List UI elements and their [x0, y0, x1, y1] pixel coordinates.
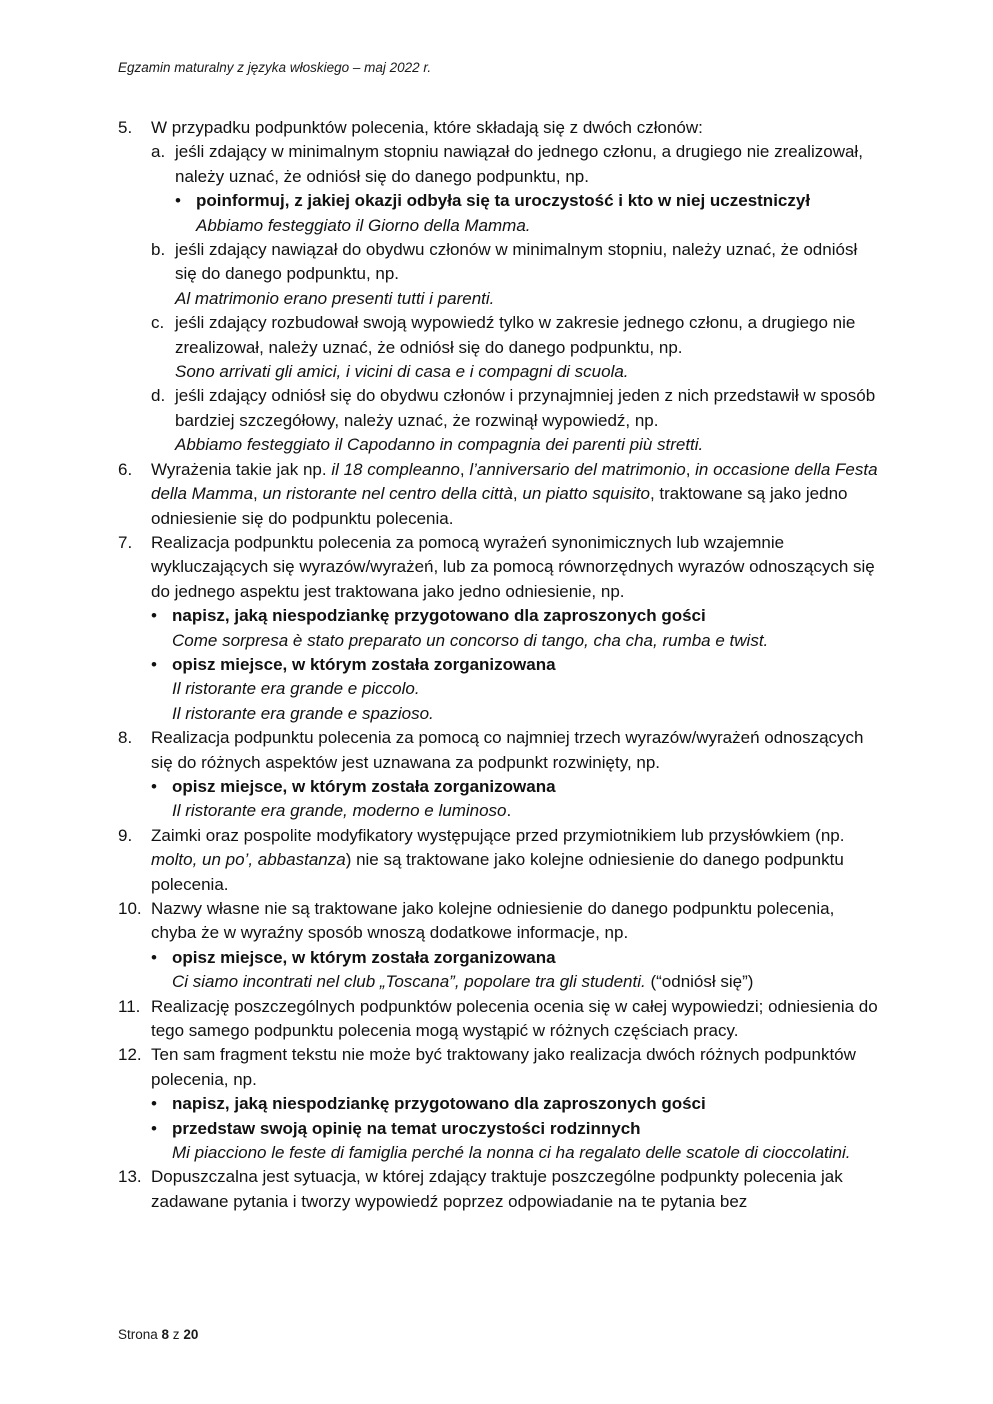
- bullet-icon: •: [151, 776, 157, 796]
- text-run: Zaimki oraz pospolite modyfikatory występujące przed przymiotnikiem lub przysłówkiem (np.: [151, 825, 845, 845]
- text-run: Wyrażenia takie jak np.: [151, 459, 332, 479]
- example-text: [151, 799, 878, 823]
- example-text: Come sorpresa è stato preparato un concorso di tango, cha cha, rumba e twist.: [172, 630, 769, 650]
- sub-item-text: jeśli zdający nawiązał do obydwu członów w minimalnym stopniu, należy uznać, że odniósł się do danego podpunktu, np.: [175, 240, 858, 284]
- bullet-text: napisz, jaką niespodziankę przygotowano dla zaproszonych gości: [172, 606, 706, 626]
- example-text: Mi piacciono le feste di famiglia perché la nonna ci ha regalato delle scatole di cioccolatini.: [172, 1143, 851, 1163]
- example-term: molto, un po’, abbastanza: [151, 850, 346, 870]
- item-number: 9.: [118, 825, 133, 845]
- bullet-icon: •: [151, 654, 157, 674]
- sub-item-label: d.: [151, 386, 166, 406]
- example-term: un piatto squisito: [522, 484, 650, 504]
- page-number: 8: [161, 1327, 170, 1342]
- example-term: l’anniversario del matrimonio: [469, 459, 686, 479]
- example-run: Il ristorante era grande, moderno e luminoso: [172, 801, 507, 821]
- bullet-item: [151, 1117, 878, 1141]
- example-term: il 18 compleanno: [331, 459, 460, 479]
- list-item-6: [118, 458, 878, 531]
- sub-item-label: b.: [151, 240, 166, 260]
- sub-item-label: c.: [151, 313, 165, 333]
- list-item-7: [118, 531, 878, 726]
- list-item-13: [118, 1165, 878, 1214]
- bullet-item: [151, 946, 878, 970]
- bullet-text: opisz miejsce, w którym została zorganizowana: [172, 776, 556, 796]
- list-item-9: [118, 824, 878, 897]
- example-run: Ci siamo incontrati nel club „Toscana”, popolare tra gli studenti.: [172, 972, 646, 992]
- example-term: un ristorante nel centro della città: [262, 484, 513, 504]
- bullet-icon: •: [175, 191, 181, 211]
- separator: ,: [253, 484, 263, 504]
- page-header: Egzamin maturalny z języka włoskiego – maj 2022 r.: [118, 60, 432, 75]
- bullet-icon: •: [151, 1118, 157, 1138]
- item-text: Realizacja podpunktu polecenia za pomocą wyrażeń synonimicznych lub wzajemnie wykluczających się wyrazów/wyrażeń, lub za pomocą równorzędnych wyrazów odnoszących się do jednego aspektu jest traktowana jako jedno odniesienie, np.: [151, 532, 875, 601]
- item-number: 11.: [118, 996, 141, 1016]
- bullet-item: [151, 1092, 878, 1116]
- bullet-item: [175, 189, 878, 213]
- sub-item-label: a.: [151, 142, 166, 162]
- item-number: 5.: [118, 118, 133, 137]
- list-item-12: [118, 1043, 878, 1165]
- item-text: [151, 824, 878, 897]
- example-text: Al matrimonio erano presenti tutti i parenti.: [175, 288, 495, 308]
- example-text: Abbiamo festeggiato il Giorno della Mamma.: [196, 215, 531, 235]
- separator: ,: [459, 459, 470, 479]
- item-number: 7.: [118, 532, 133, 552]
- bullet-item: [151, 775, 878, 799]
- sub-item-text: jeśli zdający rozbudował swoją wypowiedź tylko w zakresie jednego członu, a drugiego nie zrealizował, należy uznać, że odniósł się do danego podpunktu, np.: [175, 313, 856, 357]
- bullet-text: napisz, jaką niespodziankę przygotowano dla zaproszonych gości: [172, 1094, 706, 1114]
- example-text: [151, 970, 878, 994]
- sub-item-c: [151, 311, 878, 384]
- example-text: Sono arrivati gli amici, i vicini di casa e i compagni di scuola.: [175, 362, 629, 382]
- item-number: 13.: [118, 1167, 142, 1187]
- bullet-icon: •: [151, 1094, 157, 1114]
- page-content: [118, 116, 878, 1214]
- bullet-text: przedstaw swoją opinię na temat uroczystości rodzinnych: [172, 1118, 641, 1138]
- separator: ,: [685, 459, 696, 479]
- sub-item-text: jeśli zdający w minimalnym stopniu nawiązał do jednego członu, a drugiego nie zrealizował, należy uznać, że odniósł się do danego podpunktu, np.: [175, 142, 863, 186]
- example-note: (“odniósł się”): [645, 972, 754, 992]
- item-number: 8.: [118, 728, 133, 748]
- item-text: Dopuszczalna jest sytuacja, w której zdający traktuje poszczególne podpunkty polecenia jak zadawane pytania i tworzy wypowiedź poprzez odpowiadanie na te pytania bez: [151, 1167, 843, 1211]
- item-number: 12.: [118, 1045, 142, 1065]
- bullet-icon: •: [151, 606, 157, 626]
- example-term: in occasione della Festa della Mamma: [151, 459, 878, 504]
- example-text: Abbiamo festeggiato il Capodanno in compagnia dei parenti più stretti.: [175, 435, 704, 455]
- item-text: Nazwy własne nie są traktowane jako kolejne odniesienie do danego podpunktu polecenia, chyba że w wyraźny sposób wnoszą dodatkowe informacje, np.: [151, 899, 835, 943]
- bullet-text: poinformuj, z jakiej okazji odbyła się ta uroczystość i kto w niej uczestniczył: [196, 191, 811, 211]
- list-item-8: [118, 726, 878, 824]
- bullet-text: opisz miejsce, w którym została zorganizowana: [172, 947, 556, 967]
- item-number: 10.: [118, 899, 142, 918]
- text-run: ) nie są traktowane jako kolejne odniesienie do danego podpunktu polecenia.: [151, 850, 844, 894]
- sub-item-a: [151, 140, 878, 189]
- sub-item-text: jeśli zdający odniósł się do obydwu członów i przynajmniej jeden z nich przedstawił w sposób bardziej szczegółowy, należy uznać, że rozwinął wypowiedź, np.: [175, 386, 876, 430]
- item-text: [151, 458, 878, 531]
- list-item-11: [118, 995, 878, 1044]
- example-text: Il ristorante era grande e piccolo.: [172, 679, 420, 699]
- bullet-item: [151, 604, 878, 628]
- text-run: , traktowane są jako jedno odniesienie się do podpunktu polecenia.: [151, 484, 848, 528]
- example-end: .: [506, 801, 512, 821]
- bullet-icon: •: [151, 947, 157, 967]
- separator: ,: [512, 484, 523, 504]
- item-text: Realizację poszczególnych podpunktów polecenia ocenia się w całej wypowiedzi; odniesienia do tego samego podpunktu polecenia mogą wystąpić w różnych częściach pracy.: [151, 996, 878, 1041]
- item-text: Ten sam fragment tekstu nie może być traktowany jako realizacja dwóch różnych podpunktów polecenia, np.: [151, 1045, 856, 1089]
- example-text: Il ristorante era grande e spazioso.: [172, 703, 434, 723]
- footer-prefix: Strona: [118, 1327, 162, 1342]
- bullet-text: opisz miejsce, w którym została zorganizowana: [172, 654, 556, 674]
- item-number: 6.: [118, 459, 133, 479]
- list-item-5: [118, 116, 878, 458]
- page-footer: [118, 1327, 198, 1342]
- footer-sep: z: [169, 1327, 184, 1342]
- item-text: W przypadku podpunktów polecenia, które składają się z dwóch członów:: [151, 118, 703, 137]
- bullet-item: [151, 653, 878, 677]
- page-total: 20: [183, 1327, 199, 1342]
- sub-item-b: [151, 238, 878, 311]
- item-text: Realizacja podpunktu polecenia za pomocą co najmniej trzech wyrazów/wyrażeń odnoszących się do różnych aspektów jest uznawana za podpunkt rozwinięty, np.: [151, 728, 864, 772]
- list-item-10: [118, 897, 878, 995]
- sub-item-d: [151, 384, 878, 457]
